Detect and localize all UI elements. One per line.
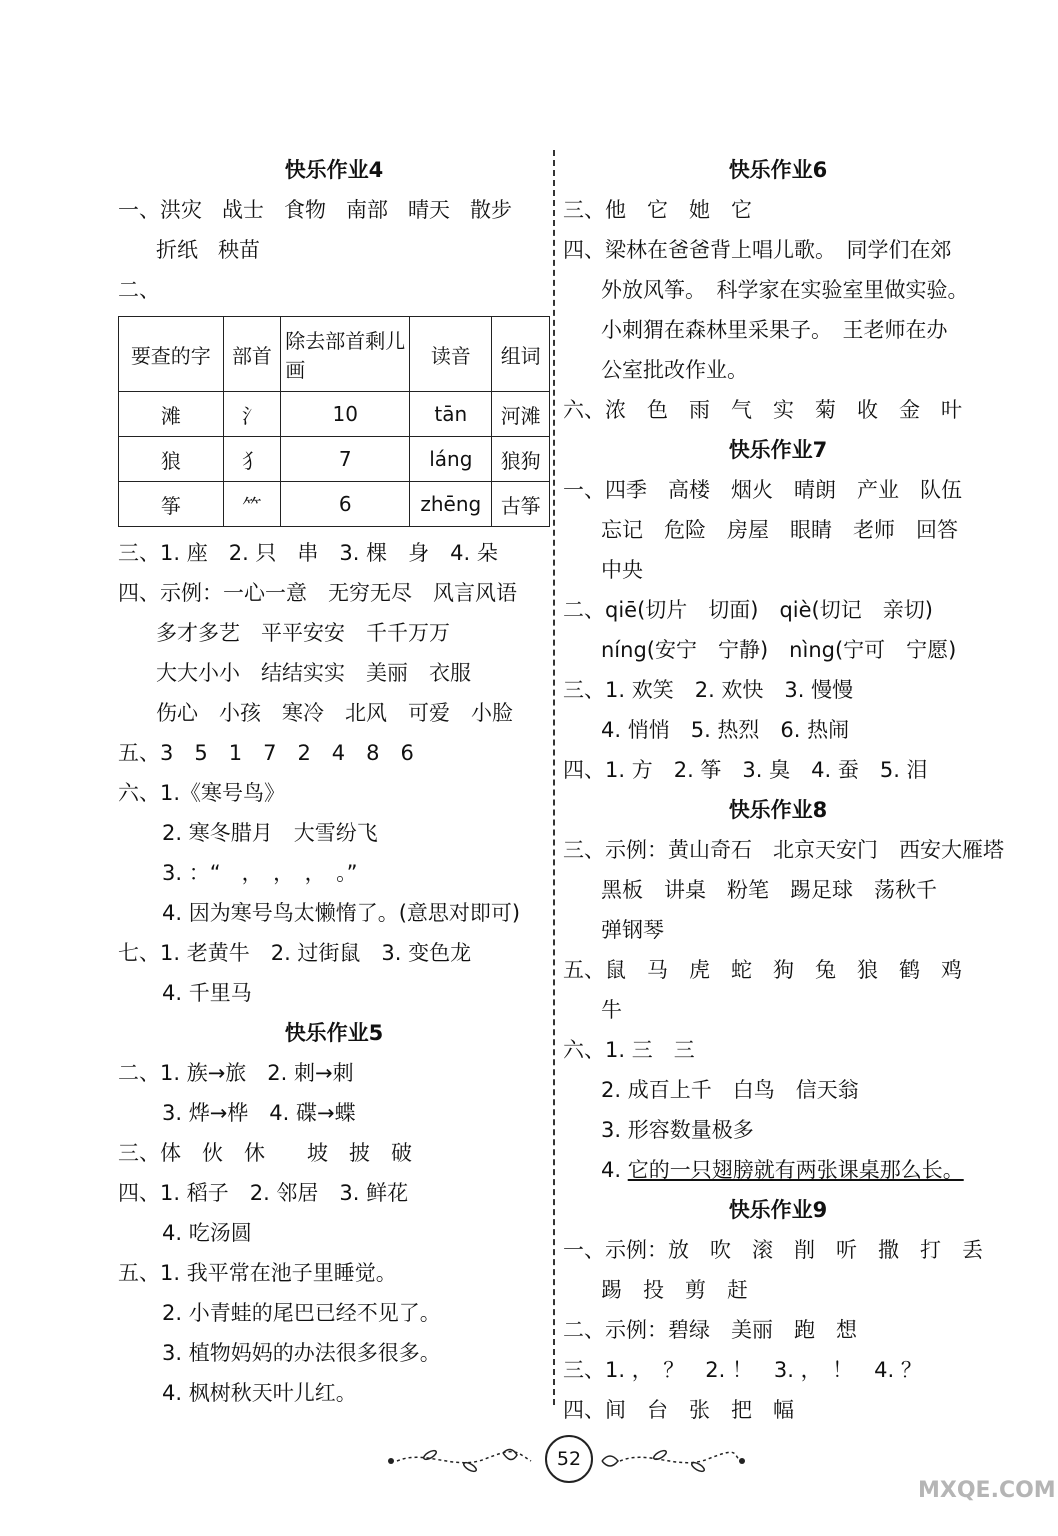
table-cell: ⺮ [223, 482, 281, 527]
answer-line: 4. 千里马 [162, 981, 252, 1005]
underlined-answer: 它的一只翅膀就有两张课桌那么长。 [627, 1158, 964, 1182]
answer-line: 三、1. 欢笑 2. 欢快 3. 慢慢 [563, 678, 854, 702]
answer-line: 一、示例：放 吹 滚 削 听 撒 打 丢 [563, 1238, 983, 1262]
table-cell: 狼狗 [492, 437, 550, 482]
table-header: 组词 [492, 317, 550, 392]
answer-line: 二、 [118, 278, 160, 302]
word: 散步 [470, 198, 512, 222]
answer-line: 三、示例：黄山奇石 北京天安门 西安大雁塔 [563, 838, 1004, 862]
table-row [119, 482, 550, 527]
answer-line: 2. 成百上千 白鸟 信天翁 [601, 1078, 859, 1102]
section-title-5: 快乐作业5 [284, 1021, 384, 1045]
word: 折纸 [156, 238, 198, 262]
answer-line: 二、qiē(切片 切面) qiè(切记 亲切) [563, 598, 933, 622]
word: 晴天 [408, 198, 450, 222]
answer-line: 三、体 伙 休 坡 披 破 [118, 1141, 412, 1165]
answer-line: 3. 形容数量极多 [601, 1118, 754, 1142]
answer-line: 伤心 小孩 寒冷 北风 可爱 小脸 [156, 701, 513, 725]
section-title-9: 快乐作业9 [728, 1198, 828, 1222]
answer-line: 五、1. 我平常在池子里睡觉。 [118, 1261, 397, 1285]
answer-line: 三、1. ， ？ 2. ！ 3. ， ！ 4. ？ [563, 1358, 922, 1382]
right-column [563, 150, 1004, 1430]
answer-line: 外放风筝。 科学家在实验室里做实验。 [601, 278, 969, 302]
word: 战士 [222, 198, 264, 222]
answer-line: 中央 [601, 558, 643, 582]
answer-line: 二、示例：碧绿 美丽 跑 想 [563, 1318, 857, 1342]
answer-line: 四、1. 方 2. 筝 3. 臭 4. 蚕 5. 泪 [563, 758, 928, 782]
answer-line: 多才多艺 平平安安 千千万万 [156, 621, 450, 645]
answer-line: 4. 因为寒号鸟太懒惰了。(意思对即可) [162, 901, 521, 925]
section-title-4: 快乐作业4 [284, 158, 384, 182]
word: 南部 [346, 198, 388, 222]
answer-line: 一、四季 高楼 烟火 晴朗 产业 队伍 [563, 478, 962, 502]
answer-line: 3. 植物妈妈的办法很多很多。 [162, 1341, 441, 1365]
word: 秧苗 [218, 238, 260, 262]
table-cell: 7 [281, 437, 410, 482]
answer-line: níng(安宁 宁静) nìng(宁可 宁愿) [601, 638, 957, 662]
word: 食物 [284, 198, 326, 222]
vine-ornament-right-icon [598, 1441, 748, 1475]
table-row [119, 437, 550, 482]
answer-line: 五、3 5 1 7 2 4 8 6 [118, 741, 414, 765]
item-prefix: 一、 [118, 198, 160, 222]
answer-line: 4. 枫树秋天叶儿红。 [162, 1381, 357, 1405]
answer-line: 六、1. 三 三 [563, 1038, 695, 1062]
word: 洪灾 [160, 198, 202, 222]
answer-line: 五、鼠 马 虎 蛇 狗 兔 狼 鹤 鸡 [563, 958, 962, 982]
page-footer [0, 1435, 1058, 1481]
table-cell: 10 [281, 392, 410, 437]
table-cell: 狼 [119, 437, 224, 482]
table-cell: 氵 [223, 392, 281, 437]
table-cell: 古筝 [492, 482, 550, 527]
answer-line: 六、1.《寒号鸟》 [118, 781, 286, 805]
answer-line: 4. 悄悄 5. 热烈 6. 热闹 [601, 718, 850, 742]
answer-line: 黑板 讲桌 粉笔 踢足球 荡秋千 [601, 878, 937, 902]
table-cell: 河滩 [492, 392, 550, 437]
answer-line: 公室批改作业。 [601, 358, 748, 382]
answer-line: 三、1. 座 2. 只 串 3. 棵 身 4. 朵 [118, 541, 498, 565]
answer-line: 大大小小 结结实实 美丽 衣服 [156, 661, 471, 685]
answer-line: 四、间 台 张 把 幅 [563, 1398, 794, 1422]
answer-line [118, 190, 550, 230]
answer-line: 踢 投 剪 赶 [601, 1278, 748, 1302]
answer-line: 小刺猬在森林里采果子。 王老师在办 [601, 318, 948, 342]
column-divider [553, 150, 555, 1405]
table-header: 读音 [410, 317, 492, 392]
table-header-row [119, 317, 550, 392]
answer-line: 4. 吃汤圆 [162, 1221, 252, 1245]
left-column [118, 150, 550, 1413]
answer-line: 3. ：“ ， ， ， 。” [162, 861, 358, 885]
answer-line: 3. 烨→桦 4. 碟→蝶 [162, 1101, 356, 1125]
table-cell: láng [410, 437, 492, 482]
answer-line [563, 1150, 993, 1190]
answer-line: 六、浓 色 雨 气 实 菊 收 金 叶 [563, 398, 962, 422]
table-header: 除去部首剩儿画 [281, 317, 410, 392]
answer-line: 二、1. 族→旅 2. 刺→刺 [118, 1061, 354, 1085]
answer-line: 四、梁林在爸爸背上唱儿歌。 同学们在郊 [563, 238, 952, 262]
table-cell: zhēng [410, 482, 492, 527]
answer-line: 忘记 危险 房屋 眼睛 老师 回答 [601, 518, 958, 542]
table-cell: tān [410, 392, 492, 437]
answer-line: 四、1. 稻子 2. 邻居 3. 鲜花 [118, 1181, 409, 1205]
section-title-6: 快乐作业6 [728, 158, 828, 182]
table-cell: 犭 [223, 437, 281, 482]
watermark: MXQE.COM [918, 1478, 1056, 1503]
answer-line [118, 230, 550, 270]
page-number: 52 [545, 1435, 593, 1483]
table-row [119, 392, 550, 437]
answer-line: 四、示例：一心一意 无穷无尽 风言风语 [118, 581, 517, 605]
answer-line: 牛 [601, 998, 622, 1022]
table-cell: 6 [281, 482, 410, 527]
answer-line: 2. 小青蛙的尾巴已经不见了。 [162, 1301, 441, 1325]
vine-ornament-left-icon [385, 1441, 535, 1475]
answer-line: 七、1. 老黄牛 2. 过街鼠 3. 变色龙 [118, 941, 472, 965]
item-number: 4. [601, 1158, 628, 1182]
table-header: 要查的字 [119, 317, 224, 392]
table-cell: 筝 [119, 482, 224, 527]
answer-line: 三、他 它 她 它 [563, 198, 752, 222]
table-header: 部首 [223, 317, 281, 392]
section-title-7: 快乐作业7 [728, 438, 828, 462]
table-cell: 滩 [119, 392, 224, 437]
answer-line: 2. 寒冬腊月 大雪纷飞 [162, 821, 378, 845]
answer-line: 弹钢琴 [601, 918, 664, 942]
section-title-8: 快乐作业8 [728, 798, 828, 822]
dictionary-lookup-table [118, 316, 550, 527]
